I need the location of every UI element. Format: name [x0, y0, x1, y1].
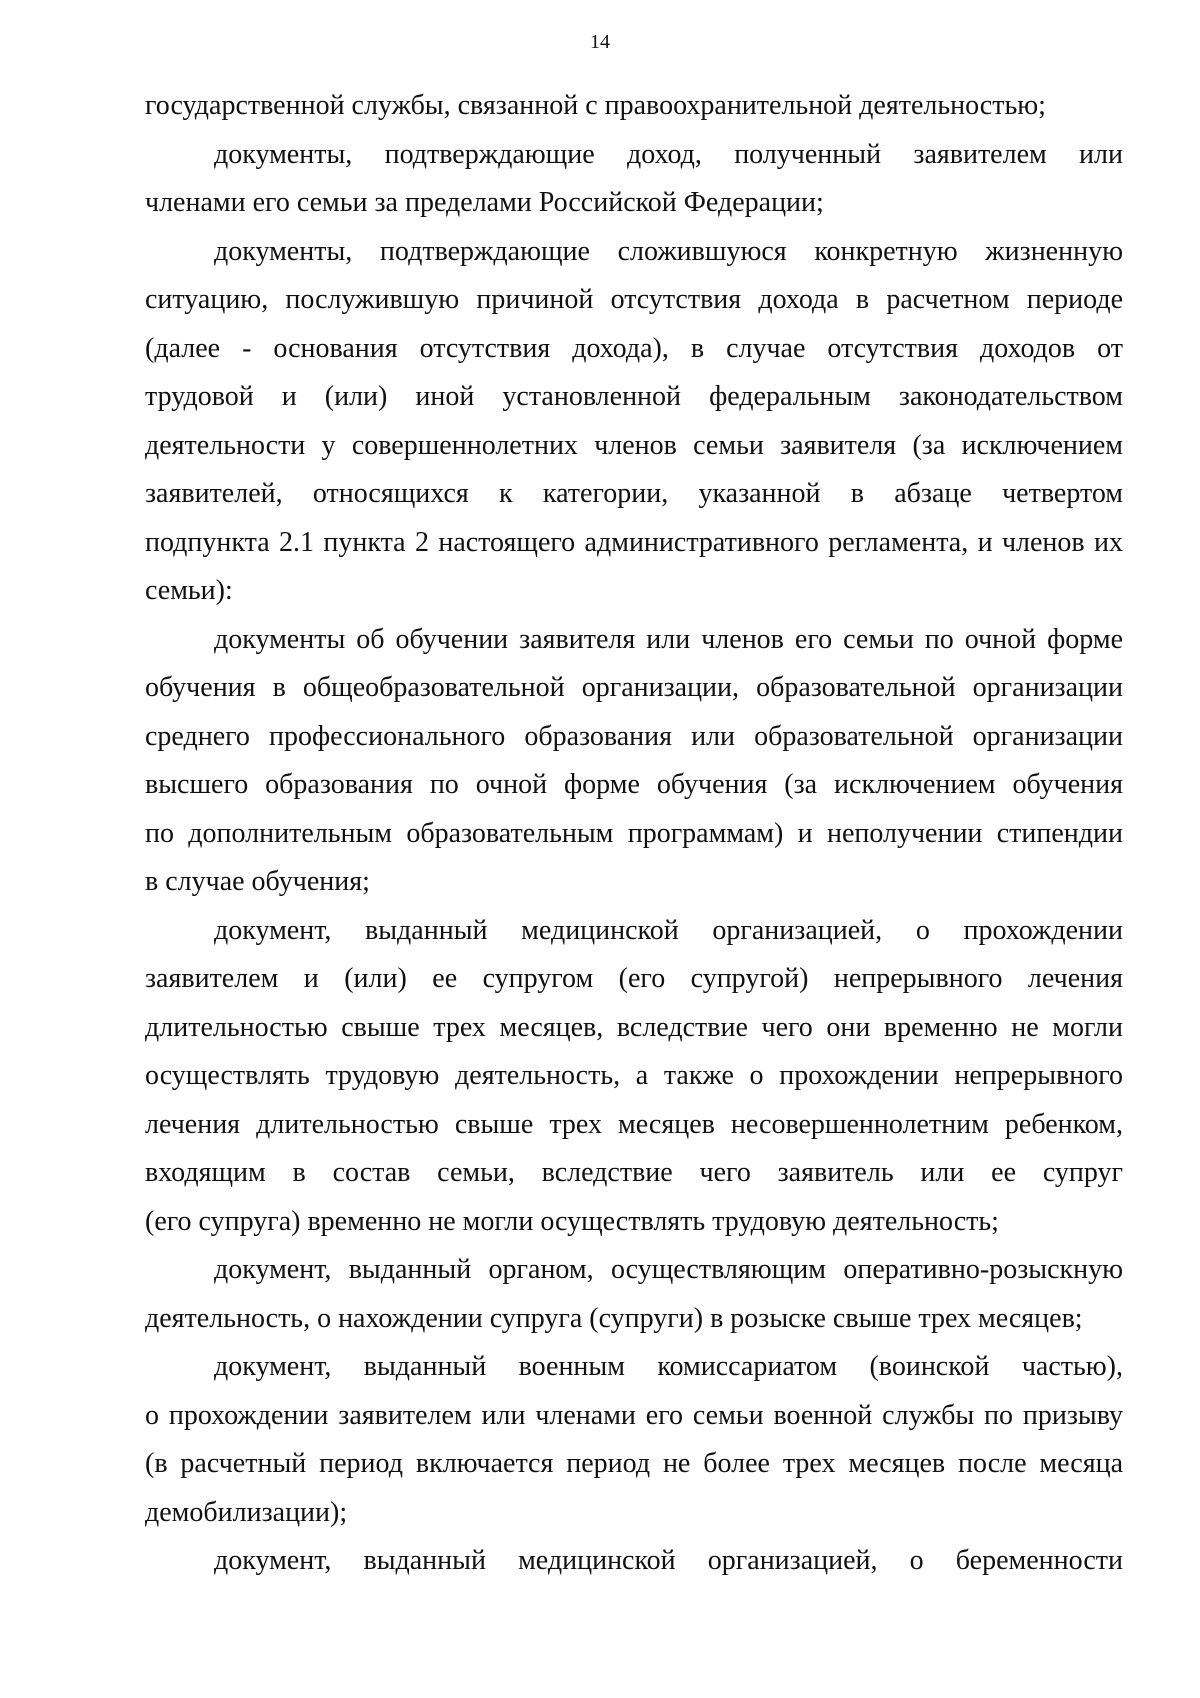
text-line: о прохождении заявителем или членами его семьи военной службы по призыву	[145, 1399, 1123, 1431]
text-line: трудовой и (или) иной установленной федеральным законодательством	[145, 381, 1123, 412]
text-line: документ, выданный медицинской организацией, о прохождении	[214, 914, 1123, 946]
text-line: (далее - основания отсутствия дохода), в случае отсутствия доходов от	[145, 332, 1123, 364]
text-line: демобилизации);	[145, 1496, 348, 1528]
text-line: документы об обучении заявителя или членов его семьи по очной форме	[214, 623, 1123, 655]
text-line: (его супруга) временно не могли осуществлять трудовую деятельность;	[145, 1205, 999, 1237]
text-line: семьи):	[145, 575, 233, 606]
text-line: документы, подтверждающие доход, полученный заявителем или	[214, 138, 1123, 170]
text-line: по дополнительным образовательным программам) и неполучении стипендии	[145, 817, 1123, 849]
text-line: документ, выданный медицинской организацией, о беременности	[214, 1545, 1123, 1576]
text-line: заявителей, относящихся к категории, указанной в абзаце четвертом	[145, 478, 1123, 509]
text-line: деятельности у совершеннолетних членов семьи заявителя (за исключением	[145, 429, 1123, 461]
text-line: документы, подтверждающие сложившуюся конкретную жизненную	[214, 235, 1123, 267]
text-line: (в расчетный период включается период не более трех месяцев после месяца	[145, 1448, 1123, 1479]
text-line: документ, выданный военным комиссариатом (воинской частью),	[214, 1351, 1123, 1382]
text-line: осуществлять трудовую деятельность, а также о прохождении непрерывного	[145, 1060, 1123, 1091]
text-line: обучения в общеобразовательной организации, образовательной организации	[145, 672, 1123, 703]
text-line: подпункта 2.1 пункта 2 настоящего административного регламента, и членов их	[145, 526, 1123, 558]
document-body	[145, 82, 1123, 1586]
text-line: документ, выданный органом, осуществляющим оперативно-розыскную	[214, 1254, 1123, 1285]
text-line: государственной службы, связанной с правоохранительной деятельностью;	[145, 90, 1046, 121]
text-line: лечения длительностью свыше трех месяцев несовершеннолетним ребенком,	[145, 1108, 1123, 1140]
page-number: 14	[590, 31, 610, 53]
text-line: входящим в состав семьи, вследствие чего заявитель или ее супруг	[145, 1157, 1123, 1188]
text-line: ситуацию, послужившую причиной отсутствия дохода в расчетном периоде	[145, 284, 1123, 315]
text-line: в случае обучения;	[145, 866, 370, 897]
text-line: высшего образования по очной форме обучения (за исключением обучения	[145, 769, 1123, 800]
text-line: длительностью свыше трех месяцев, вследствие чего они временно не могли	[145, 1011, 1123, 1043]
text-line: членами его семьи за пределами Российской Федерации;	[145, 187, 824, 218]
text-line: среднего профессионального образования или образовательной организации	[145, 720, 1123, 752]
text-line: заявителем и (или) ее супругом (его супругой) непрерывного лечения	[145, 963, 1123, 994]
text-line: деятельность, о нахождении супруга (супруги) в розыске свыше трех месяцев;	[145, 1302, 1083, 1334]
